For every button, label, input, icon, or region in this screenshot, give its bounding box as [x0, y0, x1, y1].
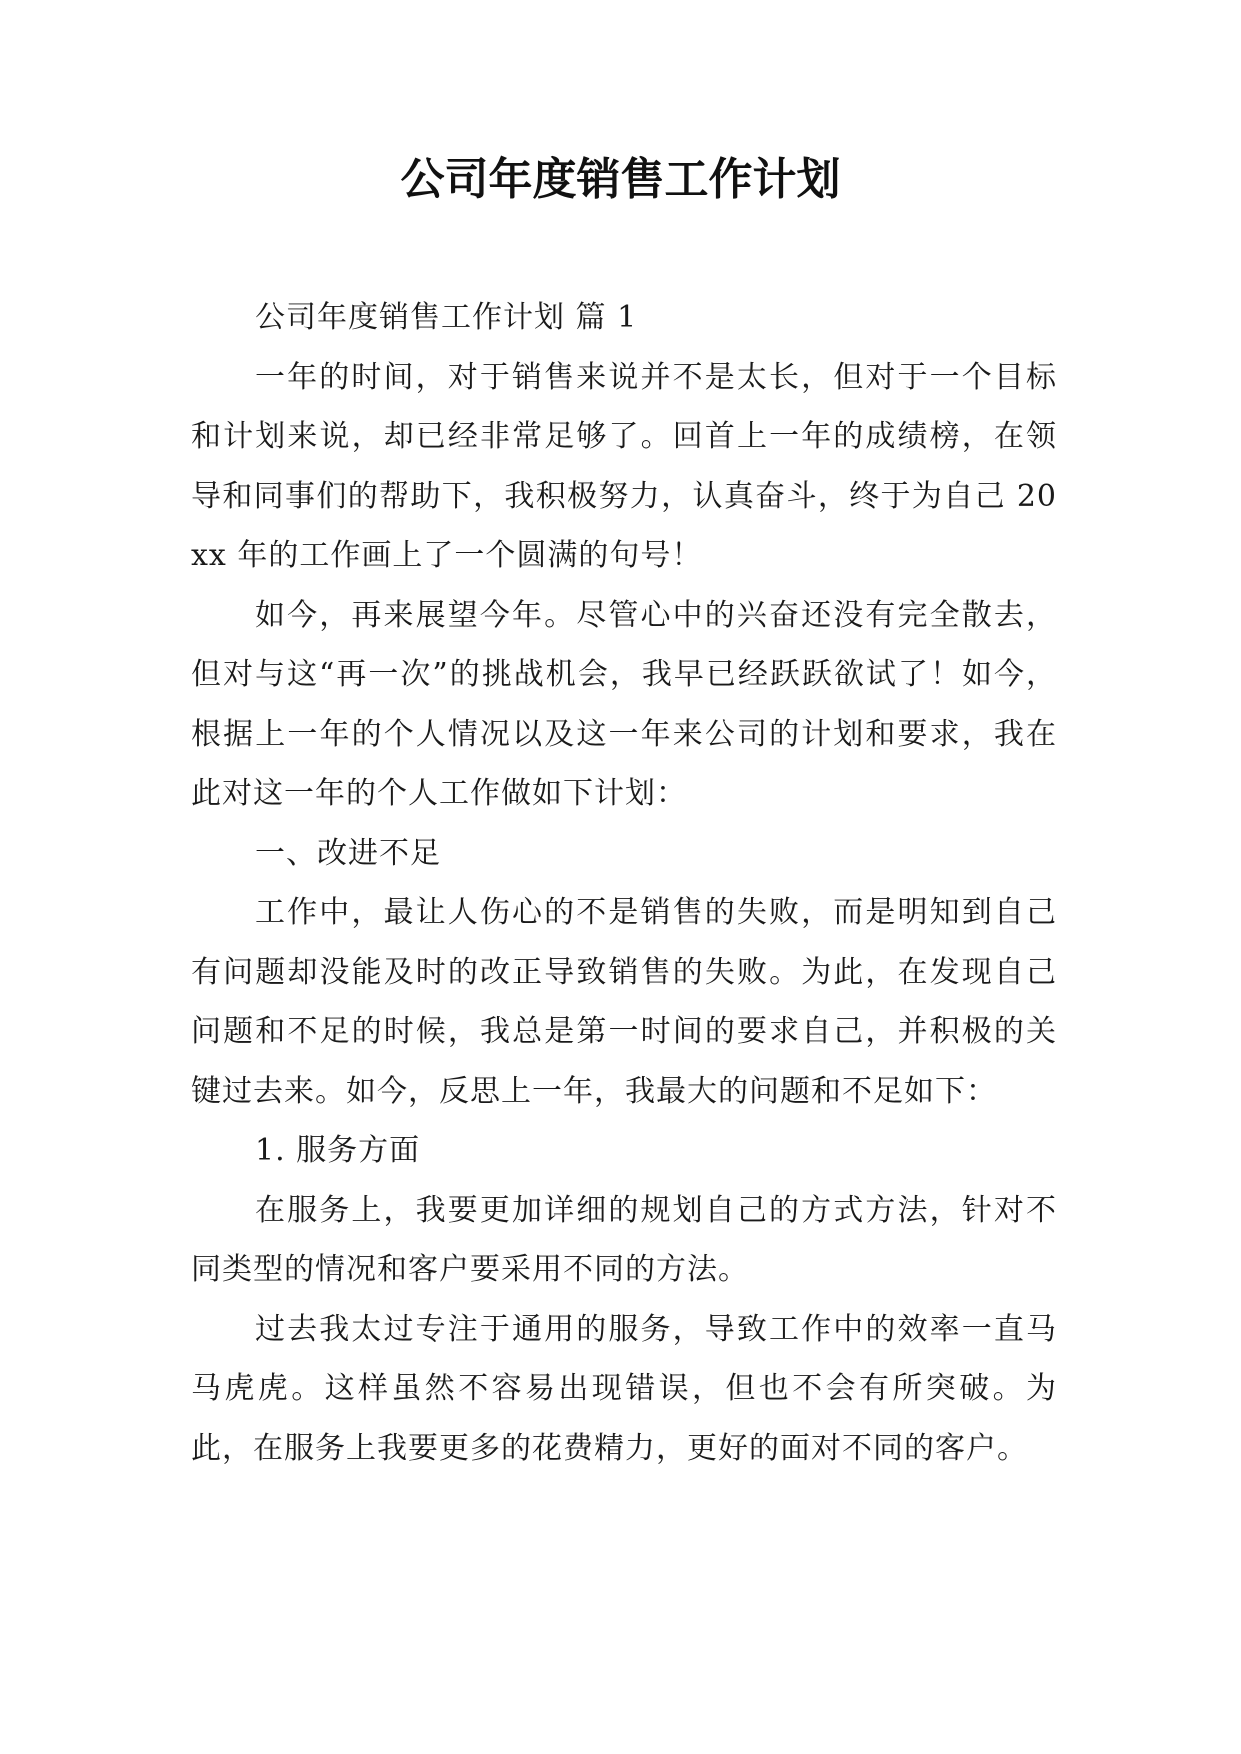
paragraph-outlook: 如今，再来展望今年。尽管心中的兴奋还没有完全散去，但对与这“再一次”的挑战机会，我早已经跃跃欲试了！如今，根据上一年的个人情况以及这一年来公司的计划和要求，我在此对这一年的个人工作做如下计划：	[191, 597, 1057, 811]
paragraph-reflection: 工作中，最让人伤心的不是销售的失败，而是明知到自己有问题却没能及时的改正导致销售的失败。为此，在发现自己问题和不足的时候，我总是第一时间的要求自己，并积极的关键过去来。如今，反思上一年，我最大的问题和不足如下：	[191, 895, 1057, 1109]
section-heading-improve: 一、改进不足	[255, 835, 441, 871]
document-title: 公司年度销售工作计划	[400, 154, 841, 205]
subheading-service: 1. 服务方面	[255, 1133, 421, 1168]
paragraph-service-plan: 在服务上，我要更加详细的规划自己的方式方法，针对不同类型的情况和客户要采用不同的方法。	[191, 1192, 1057, 1287]
section-heading-part-1: 公司年度销售工作计划 篇 1	[255, 300, 638, 335]
paragraph-service-past: 过去我太过专注于通用的服务，导致工作中的效率一直马马虎虎。这样虽然不容易出现错误，但也不会有所突破。为此，在服务上我要更多的花费精力，更好的面对不同的客户。	[191, 1311, 1057, 1466]
document-body	[191, 288, 1057, 1478]
paragraph-intro: 一年的时间，对于销售来说并不是太长，但对于一个目标和计划来说，却已经非常足够了。回首上一年的成绩榜，在领导和同事们的帮助下，我积极努力，认真奋斗，终于为自己 20xx 年的工作画上了一个圆满的句号！	[191, 359, 1057, 573]
